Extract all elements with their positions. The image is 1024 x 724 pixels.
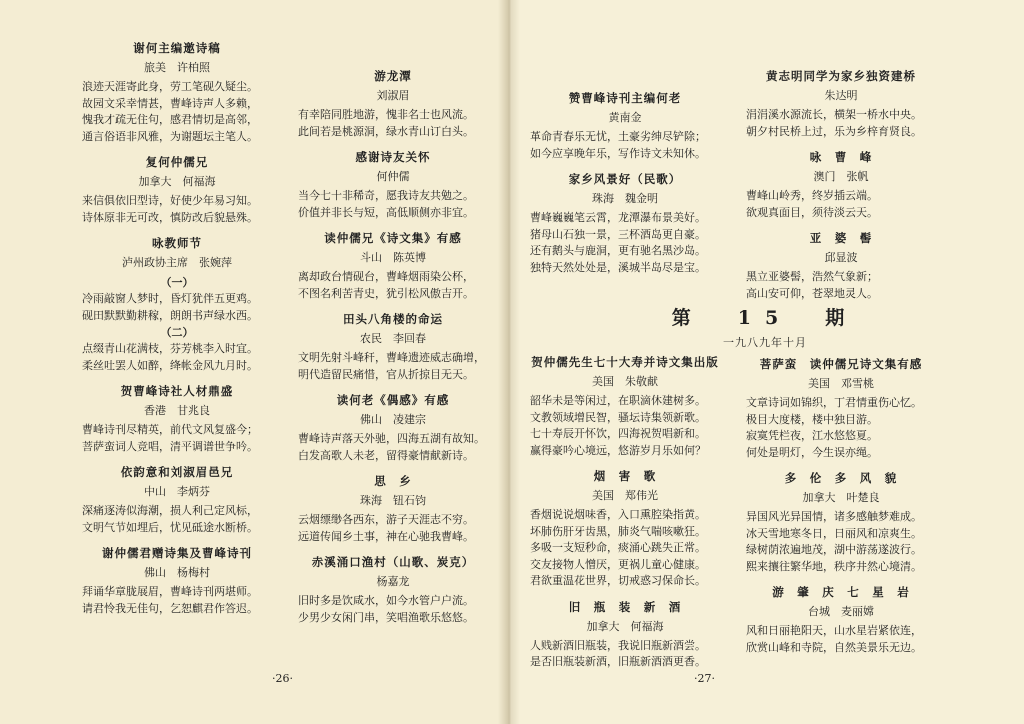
right-column-1-bottom	[530, 354, 720, 680]
poem-author: 刘淑眉	[376, 89, 410, 102]
poem-author: 香港 甘兆良	[144, 404, 210, 417]
poem-line: 离却政台情砚台，曹峰烟雨染公杯，	[298, 270, 474, 283]
poem-line: 君欲重温花世界，切戒惑习保命长。	[530, 574, 706, 587]
poem-line: 远道传闻乡土事，神在心驰我曹峰。	[298, 529, 474, 543]
poem-author: 斗山 陈英博	[360, 251, 426, 264]
poem-line: 少男少女闲门串，笑唱渔歌乐悠悠。	[298, 610, 474, 624]
poem-line: 七十寿辰开怀饮，四海祝贺唱新和。	[530, 427, 706, 440]
poem-line: 价值并非长与短，高低顺侧亦非宜。	[298, 205, 474, 219]
right-column-1-top	[530, 90, 720, 285]
poem-line: 曹峰山岭秀，终岁插云端。	[746, 189, 878, 202]
left-column-1	[82, 40, 272, 626]
poem	[298, 68, 488, 140]
right-column-2-top	[746, 68, 936, 311]
poem-author: 朱达明	[824, 89, 858, 102]
poem-line: 韶华未是等闲过，在职滴休建树多。	[530, 394, 706, 407]
poem-line: 明代造留民痛惜，官从折掠目无天。	[298, 367, 474, 381]
poem	[298, 554, 488, 626]
poem-title: 谢仲儒君赠诗集及曹峰诗刊	[102, 546, 252, 560]
poem-title: 读何老《偶感》有感	[336, 393, 450, 407]
poem-section-label: （二）	[160, 326, 194, 339]
poem-title: 思 乡	[374, 474, 412, 488]
poem-line: 黑立亚婆髻，浩然气象新；	[746, 270, 878, 283]
poem	[298, 230, 488, 302]
poem-title: 多 伦 多 风 貌	[784, 471, 898, 485]
poem-author: 佛山 杨梅村	[144, 566, 210, 579]
poem-line: 文明气节如埋后，忧见砥途水断桥。	[82, 520, 258, 534]
poem-line: 多吸一支短秒命，痰涌心跳失正常。	[530, 541, 706, 554]
poem-line: 菩萨蛮词人竞唱，清平调谱世争吟。	[82, 439, 258, 453]
poem-title: 读仲儒兄《诗文集》有感	[324, 231, 462, 245]
poem-line: 云烟缥缈各西东，游子天涯志不穷。	[298, 513, 474, 526]
poem-title: 黄志明同学为家乡独资建桥	[766, 69, 916, 83]
poem-title: 菩萨蛮 读仲儒兄诗文集有感	[759, 357, 923, 371]
right-page	[508, 0, 1024, 724]
poem-line: 请君怜我无佳句，乞恕麒君作答迟。	[82, 601, 258, 615]
poem-author: 美国 郑伟光	[592, 489, 658, 502]
poem-author: 台城 麦丽嫦	[808, 605, 874, 618]
poem-line: 浪迹天涯寄此身，劳工笔砚久疑尘。	[82, 80, 258, 93]
poem-line: 绿树荫浓遍地茂，湖中游荡遂波行。	[746, 543, 922, 556]
right-column-2-bottom	[746, 356, 936, 665]
poem-author: 珠海 魏金明	[592, 192, 658, 205]
poem-title: 贺仲儒先生七十大寿并诗文集出版	[531, 355, 719, 369]
poem-line: 文章诗词如锦织，丁君情重伤心忆。	[746, 396, 922, 409]
poem	[82, 40, 272, 145]
poem-title: 赞曹峰诗刊主编何老	[568, 91, 682, 105]
poem-author: 加拿大 何福海	[138, 175, 216, 188]
poem-author: 珠海 钮石钧	[360, 494, 426, 507]
poem-line: 朝夕村民桥上过，乐为乡梓育贤良。	[746, 124, 922, 138]
left-page	[0, 0, 508, 724]
poem-title: 游龙潭	[374, 69, 412, 83]
poem	[530, 171, 720, 276]
poem-line: 欣赏山峰和寺院，自然美景乐无边。	[746, 640, 922, 654]
poem-title: 赤溪涌口渔村（山歌、炭克）	[311, 555, 475, 569]
poem-line: 通言俗语非风雅，为谢题坛主笔人。	[82, 129, 258, 143]
issue-date: 一九八九年十月	[723, 336, 807, 349]
poem	[298, 473, 488, 545]
poem-line: 柔丝吐罢人如醉，绛帐金风九月时。	[82, 358, 258, 372]
poem-title: 家乡风景好（民歌）	[568, 172, 682, 186]
poem-line: 曹峰巍巍笔云霄，龙潭瀑布景美好。	[530, 211, 706, 224]
poem-title: 田头八角楼的命运	[343, 312, 443, 326]
poem-line: 不图名利苦青史，犹引松风傲吉开。	[298, 286, 474, 300]
poem-title: 咏 曹 峰	[809, 150, 873, 164]
poem-line: 坏肺伤肝牙齿黑，肺炎气喘咳嗽狂。	[530, 524, 706, 538]
poem-author: 旅美 许柏照	[144, 61, 210, 74]
poem	[530, 599, 720, 671]
poem-line: 深痛逐涛似海潮，损人利己定风标，	[82, 504, 258, 517]
poem-title: 谢何主编邀诗稿	[133, 41, 221, 55]
poem-line: 革命青春乐无忧，土豪劣绅尽铲除；	[530, 130, 706, 143]
poem-title: 咏教师节	[152, 236, 202, 250]
poem-line: 旧时多是饮咸水，如今水管户户流。	[298, 594, 474, 607]
poem-author: 农民 李回春	[360, 332, 426, 345]
poem-line: 故园文采幸情甚，曹峰诗声人多赖，	[82, 96, 258, 110]
poem-author: 佛山 凌建宗	[360, 413, 426, 426]
poem	[746, 149, 936, 221]
poem-author: 美国 朱敬献	[592, 375, 658, 388]
poem	[746, 68, 936, 140]
poem-line: 寂寞凭栏夜，江水悠悠夏。	[746, 429, 878, 442]
poem	[298, 149, 488, 221]
poem-title: 贺曹峰诗社人材鼎盛	[120, 384, 234, 398]
poem-author: 邱显波	[824, 251, 858, 264]
poem	[530, 354, 720, 459]
poem-title: 游 肇 庆 七 星 岩	[772, 585, 910, 599]
page-number-left: ·26·	[272, 672, 293, 685]
poem-author: 澳门 张帆	[813, 170, 869, 183]
poem-line: 极目大度楼，楼中独目游。	[746, 412, 878, 426]
poem	[82, 383, 272, 455]
poem-line: 砚田默默勤耕稼，朗朗书声绿水西。	[82, 308, 258, 322]
poem-section-label: （一）	[160, 276, 194, 289]
poem	[82, 545, 272, 617]
poem-line: 猪母山石独一景，三杯酒岛更自豪。	[530, 227, 706, 241]
poem-author: 美国 邓雪桃	[808, 377, 874, 390]
poem	[746, 470, 936, 575]
poem-line: 风和日丽艳阳天，山水星岩紧依连，	[746, 624, 922, 637]
poem-title: 烟 害 歌	[593, 469, 657, 483]
poem-line: 何处是明灯，今生误亦绳。	[746, 445, 878, 459]
poem-line: 此间若是桃源洞，绿水青山订白头。	[298, 124, 474, 138]
poem	[82, 154, 272, 226]
left-column-2	[298, 68, 488, 635]
poem-line: 高山安可仰，苍翠地灵人。	[746, 286, 878, 300]
poem-title: 亚 婆 髻	[809, 231, 873, 245]
poem-line: 如今应享晚年乐，写作诗文未知休。	[530, 146, 706, 160]
poem-title: 旧 瓶 装 新 酒	[568, 599, 682, 614]
poem-author: 泸州政协主席 张婉萍	[122, 256, 232, 269]
poem	[298, 311, 488, 383]
poem-line: 香烟说说烟味香，入口熏腔染指黄。	[530, 508, 706, 521]
poem	[746, 230, 936, 302]
poem-title: 依韵意和刘淑眉邑兄	[120, 465, 234, 479]
issue-heading: 第 15 期	[671, 307, 859, 329]
poem-line: 交友接物人憎厌，更祸儿童心健康。	[530, 557, 706, 571]
poem	[298, 392, 488, 464]
poem-author: 黄南金	[608, 111, 642, 124]
poem-line: 是否旧瓶装新酒，旧瓶新酒酒更香。	[530, 655, 706, 668]
poem-line: 有幸陪同胜地游，愧非名士也风流。	[298, 108, 474, 121]
poem-line: 当今七十非稀奇，愿我诗友共勉之。	[298, 189, 474, 202]
poem-line: 白发高歌人未老，留得豪情献新诗。	[298, 448, 474, 462]
poem	[530, 468, 720, 590]
poem	[82, 464, 272, 536]
poem-line: 冷雨敲窗人梦时，昏灯犹伴五更鸡。	[82, 292, 258, 305]
poem-line: 文教领域增民智，骚坛诗集领新歌。	[530, 410, 706, 424]
poem-author: 加拿大 叶楚良	[802, 491, 880, 504]
poem-title: 复何仲儒兄	[145, 155, 209, 169]
issue-heading-block	[650, 303, 880, 350]
poem-line: 愧我才疏无住句，感君情切是高邻，	[82, 113, 258, 126]
poem-line: 熙来攘往繁华地，秩序井然心境清。	[746, 559, 922, 573]
poem-author: 加拿大 何福海	[586, 619, 664, 633]
poem-line: 文明先射斗峰秆，曹峰遗迹威志确增，	[298, 351, 485, 364]
poem-line: 欲观真面目，须待淡云天。	[746, 205, 878, 219]
poem-author: 杨嘉龙	[376, 575, 410, 588]
poem-author: 何仲儒	[376, 170, 410, 183]
poem	[82, 235, 272, 374]
poem-author: 中山 李炳芬	[144, 485, 210, 498]
poem-line: 点缀青山花满枝，芬芳桃李入时宜。	[82, 342, 258, 355]
poem-line: 赢得豪吟心境远，悠游岁月乐如何？	[530, 443, 706, 457]
poem-title: 感谢诗友关怀	[355, 150, 431, 164]
poem-line: 曹峰诗刊尽精英，前代文风复盛今；	[82, 423, 258, 436]
poem-line: 曹峰诗声落天外驰，四海五湖有故知。	[298, 432, 485, 445]
poem	[530, 90, 720, 162]
poem	[746, 584, 936, 656]
poem-line: 来信俱依旧型诗，好使少年易习知。	[82, 194, 258, 207]
poem-line: 涓涓溪水源流长，横架一桥水中央。	[746, 108, 922, 121]
poem-line: 人贱新酒旧瓶装，我说旧瓶新酒尝。	[530, 638, 706, 652]
poem-line: 冰天雪地寒冬日，日丽风和凉爽生。	[746, 526, 922, 540]
poem	[746, 356, 936, 461]
book-gutter	[498, 0, 520, 724]
poem-line: 拜诵华章胧展眉，曹峰诗刊两堪师。	[82, 585, 258, 598]
poem-line: 还有鹅头与鹿洞，更有驰名黑沙岛。	[530, 244, 706, 257]
page-number-right: ·27·	[694, 672, 715, 685]
poem-line: 异国风光异国情，诸多感触梦难成。	[746, 510, 922, 523]
poem-line: 诗体原非无可改，慎防改后貌悬殊。	[82, 210, 258, 224]
poem-line: 独特天然处处是，溪城半岛尽是宝。	[530, 260, 706, 274]
